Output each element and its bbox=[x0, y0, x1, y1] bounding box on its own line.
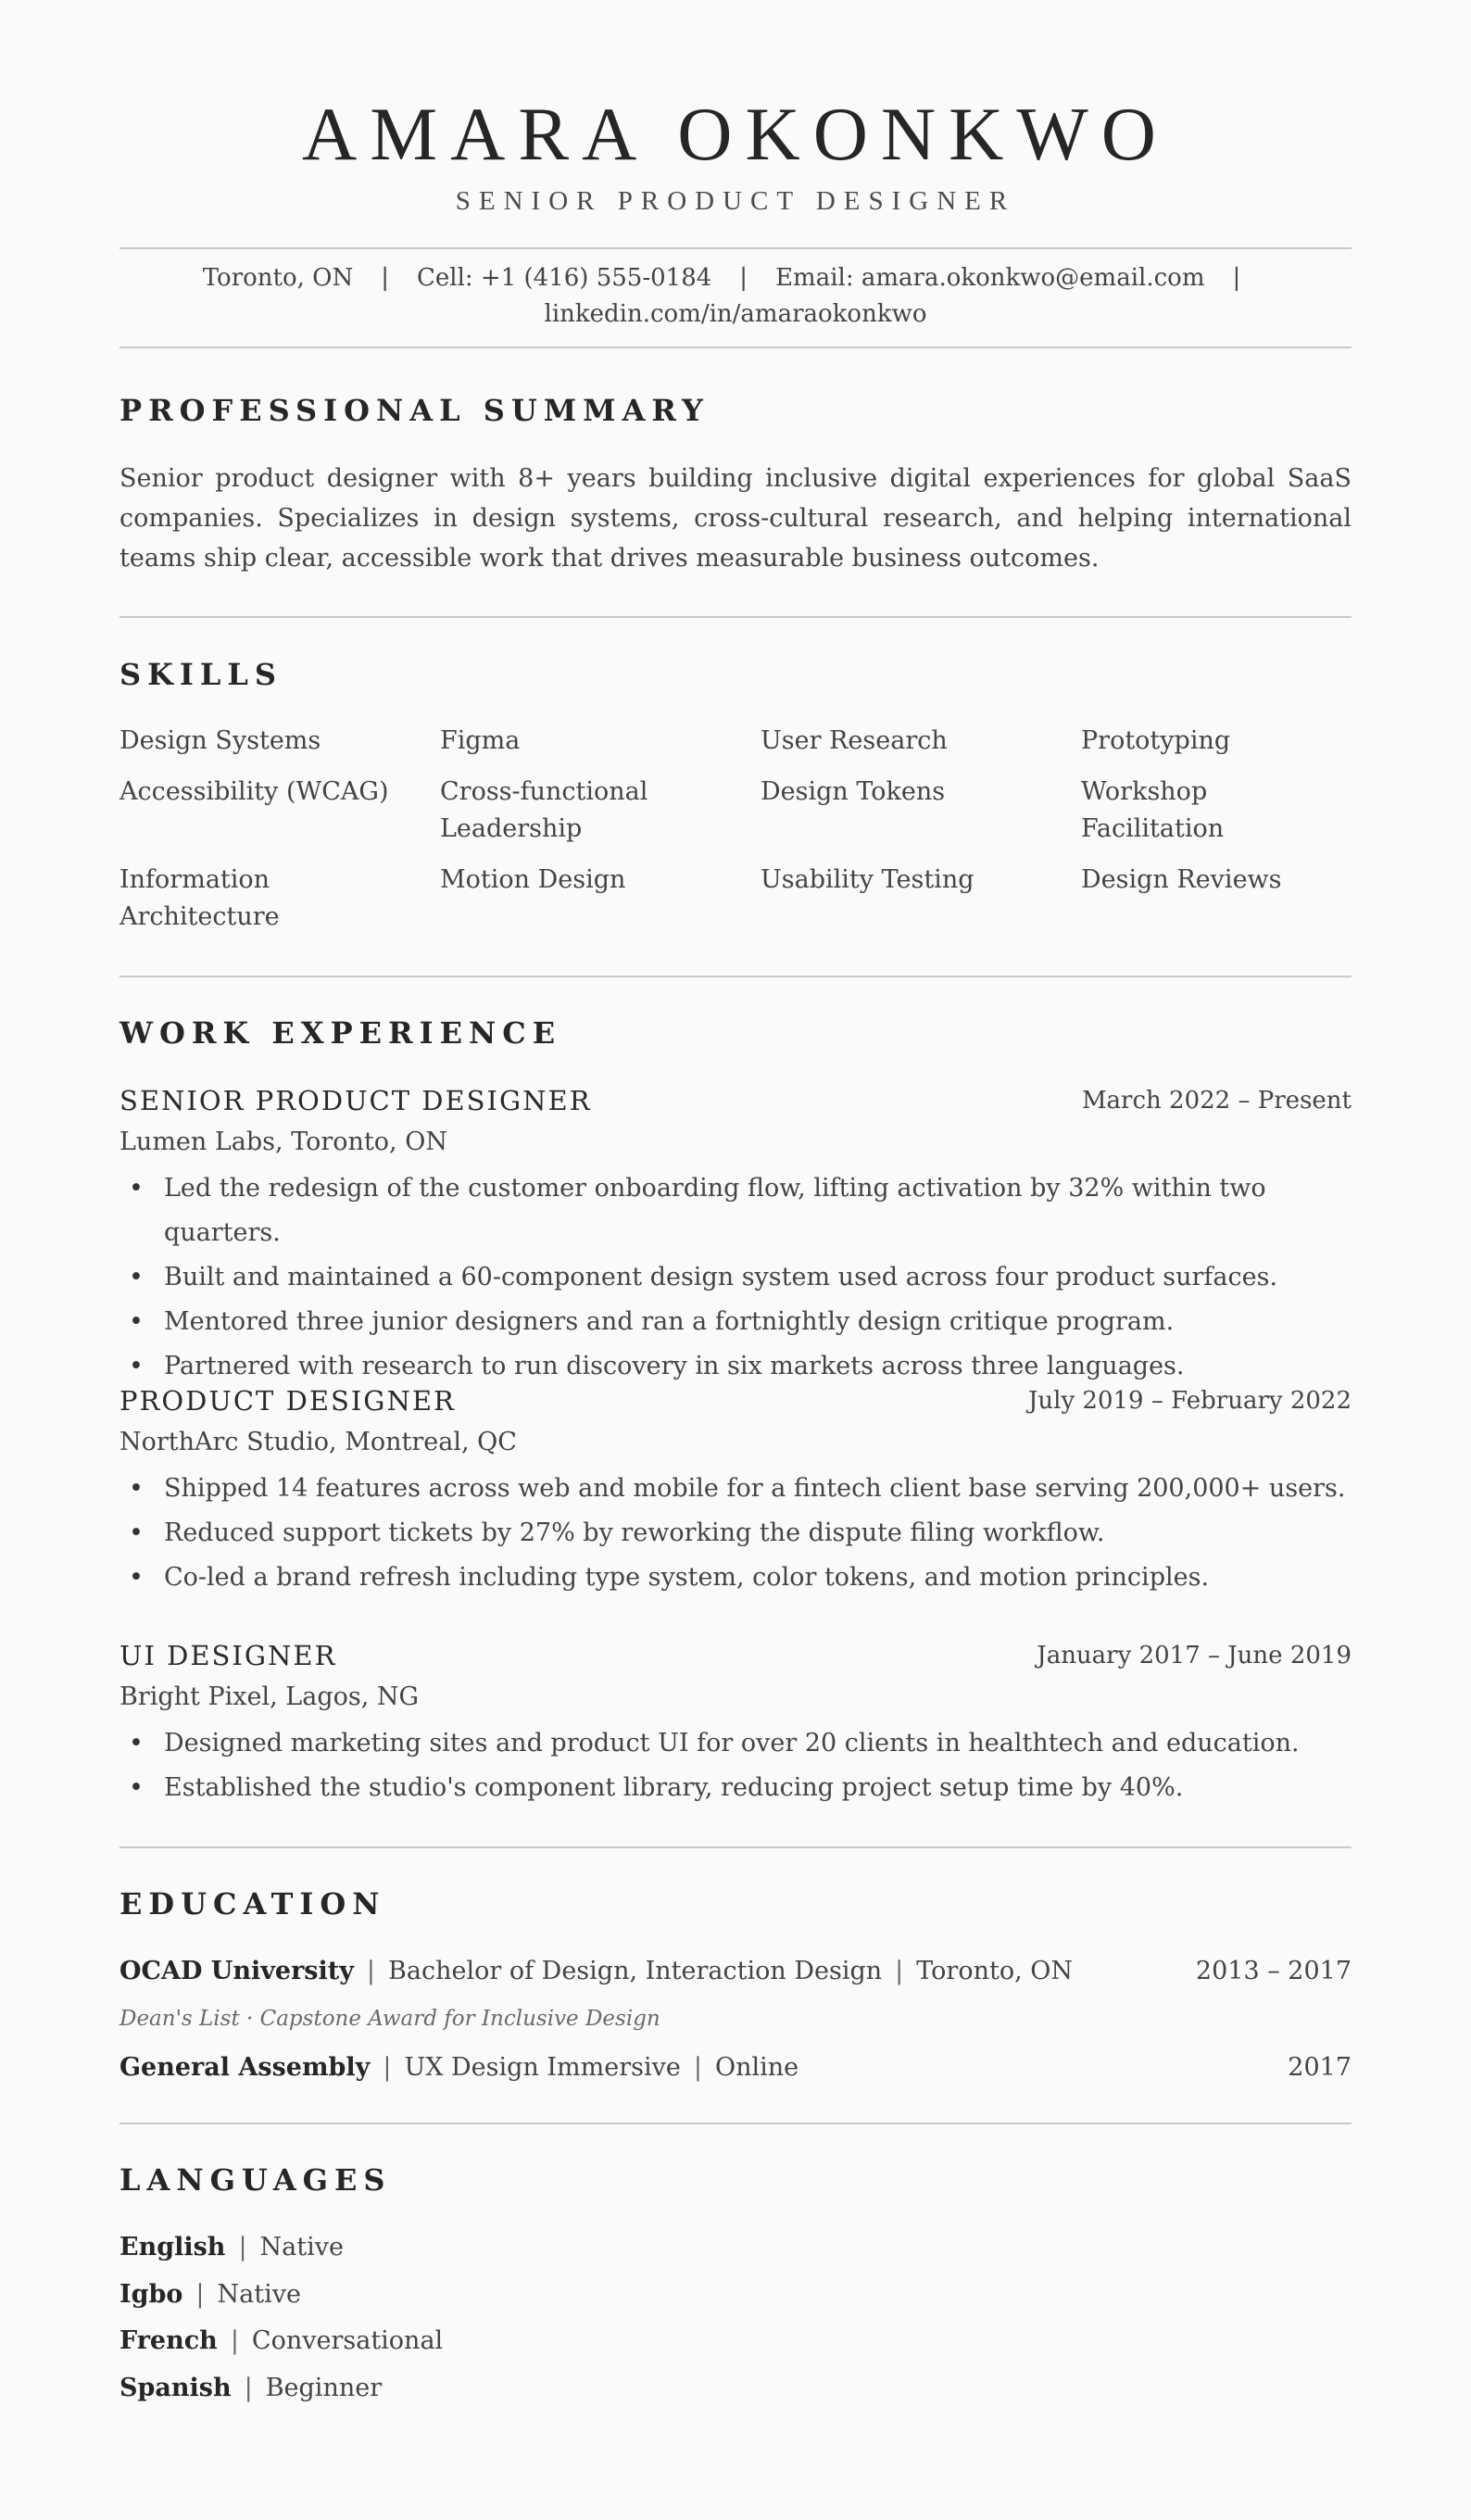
education-divider bbox=[119, 2123, 1352, 2124]
languages-heading: LANGUAGES bbox=[119, 2162, 392, 2198]
contact-line-1 bbox=[119, 260, 1352, 296]
education-entry bbox=[119, 1951, 1352, 1992]
education-institution: OCAD University bbox=[119, 1957, 354, 1985]
job-company: Bright Pixel, Lagos, NG bbox=[119, 1682, 420, 1711]
job-bullet: • Partnered with research to run discovery in six markets across three languages. bbox=[119, 1344, 1352, 1389]
job-dates: March 2022 – Present bbox=[1081, 1087, 1352, 1115]
language-level: Conversational bbox=[251, 2326, 444, 2355]
summary-text: Senior product designer with 8+ years building inclusive digital experiences for global SaaS companies. Specializes in design systems, cross-cultural research, and helping international teams ship clear, accessible work that drives measurable business outcomes. bbox=[119, 464, 1352, 573]
skills-divider bbox=[119, 976, 1352, 977]
header-bottom-divider bbox=[119, 346, 1352, 348]
candidate-name: AMARA OKONKWO bbox=[302, 92, 1169, 176]
education-location: Toronto, ON bbox=[916, 1957, 1073, 1985]
skill-item: Figma bbox=[440, 726, 521, 755]
contact-separator: | bbox=[1232, 264, 1241, 292]
skills-heading: SKILLS bbox=[119, 657, 283, 692]
education-entry bbox=[119, 2048, 1352, 2088]
skill-item: Information Architecture bbox=[119, 865, 280, 931]
education-degree: UX Design Immersive bbox=[404, 2053, 681, 2082]
job-bullet: • Built and maintained a 60-component design system used across four product surfaces. bbox=[119, 1255, 1352, 1300]
education-heading: EDUCATION bbox=[119, 1886, 386, 1922]
job-bullet: • Established the studio's component library, reducing project setup time by 40%. bbox=[119, 1766, 1352, 1810]
job-bullet: • Mentored three junior designers and ran a fortnightly design critique program. bbox=[119, 1300, 1352, 1344]
language-item bbox=[119, 2227, 344, 2268]
summary-heading: PROFESSIONAL SUMMARY bbox=[119, 393, 710, 428]
job-bullets bbox=[119, 1166, 1352, 1389]
language-level: Beginner bbox=[265, 2374, 383, 2402]
language-item bbox=[119, 2274, 301, 2315]
contact-location: Toronto, ON bbox=[202, 264, 354, 292]
language-level: Native bbox=[217, 2280, 301, 2309]
skill-item: User Research bbox=[761, 726, 948, 755]
skill-item: Prototyping bbox=[1081, 726, 1231, 755]
education-separator: | bbox=[366, 1957, 376, 1985]
job-header bbox=[119, 1080, 1352, 1121]
language-separator: | bbox=[230, 2326, 239, 2355]
candidate-role: SENIOR PRODUCT DESIGNER bbox=[455, 186, 1016, 216]
job-title: PRODUCT DESIGNER bbox=[119, 1385, 456, 1417]
language-name: Spanish bbox=[119, 2374, 232, 2402]
header-top-divider bbox=[119, 247, 1352, 249]
skill-item: Design Tokens bbox=[761, 777, 946, 806]
job-header bbox=[119, 1380, 1352, 1421]
education-honors-note: Dean's List · Capstone Award for Inclusive Design bbox=[119, 2007, 660, 2031]
job-header bbox=[119, 1635, 1352, 1676]
language-separator: | bbox=[238, 2233, 247, 2262]
job-company: NorthArc Studio, Montreal, QC bbox=[119, 1428, 517, 1456]
education-institution: General Assembly bbox=[119, 2053, 371, 2082]
education-degree: Bachelor of Design, Interaction Design bbox=[388, 1957, 883, 1985]
education-separator: | bbox=[895, 1957, 904, 1985]
education-separator: | bbox=[693, 2053, 702, 2082]
skill-item: Accessibility (WCAG) bbox=[119, 777, 389, 806]
contact-separator: | bbox=[739, 264, 748, 292]
job-company: Lumen Labs, Toronto, ON bbox=[119, 1128, 447, 1156]
language-level: Native bbox=[259, 2233, 344, 2262]
contact-linkedin[interactable]: linkedin.com/in/amaraokonkwo bbox=[544, 300, 927, 328]
language-name: Igbo bbox=[119, 2280, 183, 2309]
job-dates: July 2019 – February 2022 bbox=[1027, 1387, 1352, 1415]
job-bullet: • Designed marketing sites and product UI for over 20 clients in healthtech and education. bbox=[119, 1721, 1352, 1766]
job-entry bbox=[119, 1080, 1352, 1389]
job-title: SENIOR PRODUCT DESIGNER bbox=[119, 1085, 592, 1116]
job-bullet: • Shipped 14 features across web and mobile for a fintech client base serving 200,000+ users. bbox=[119, 1467, 1352, 1511]
job-bullet: • Reduced support tickets by 27% by reworking the dispute filing workflow. bbox=[119, 1511, 1352, 1556]
contact-line-2 bbox=[119, 296, 1352, 333]
education-years: 2017 bbox=[1288, 2053, 1352, 2082]
language-name: French bbox=[119, 2326, 218, 2355]
education-separator: | bbox=[383, 2053, 392, 2082]
experience-divider bbox=[119, 1846, 1352, 1848]
skill-item: Motion Design bbox=[440, 865, 626, 894]
skill-item: Design Systems bbox=[119, 726, 321, 755]
contact-email[interactable]: Email: amara.okonkwo@email.com bbox=[775, 264, 1205, 292]
education-years: 2013 – 2017 bbox=[1195, 1957, 1352, 1985]
job-dates: January 2017 – June 2019 bbox=[1037, 1642, 1352, 1670]
language-item bbox=[119, 2368, 382, 2409]
language-name: English bbox=[119, 2233, 226, 2262]
skill-item: Design Reviews bbox=[1081, 865, 1282, 894]
language-item bbox=[119, 2321, 443, 2362]
contact-info bbox=[119, 260, 1352, 333]
language-separator: | bbox=[195, 2280, 205, 2309]
job-entry bbox=[119, 1380, 1352, 1600]
summary-divider bbox=[119, 616, 1352, 618]
job-bullet: • Co-led a brand refresh including type system, color tokens, and motion principles. bbox=[119, 1556, 1352, 1600]
skills-grid bbox=[119, 723, 1352, 936]
skill-item: Cross-functional Leadership bbox=[440, 777, 648, 843]
skill-item: Workshop Facilitation bbox=[1081, 777, 1225, 843]
job-title: UI DESIGNER bbox=[119, 1640, 337, 1671]
job-bullets bbox=[119, 1721, 1352, 1810]
experience-heading: WORK EXPERIENCE bbox=[119, 1015, 562, 1051]
contact-separator: | bbox=[381, 264, 389, 292]
job-bullet: • Led the redesign of the customer onboarding flow, lifting activation by 32% within two quarters. bbox=[119, 1166, 1352, 1255]
language-separator: | bbox=[244, 2374, 253, 2402]
education-location: Online bbox=[714, 2053, 799, 2082]
job-entry bbox=[119, 1635, 1352, 1810]
contact-cell: Cell: +1 (416) 555-0184 bbox=[417, 264, 712, 292]
job-bullets bbox=[119, 1467, 1352, 1600]
skill-item: Usability Testing bbox=[761, 865, 974, 894]
